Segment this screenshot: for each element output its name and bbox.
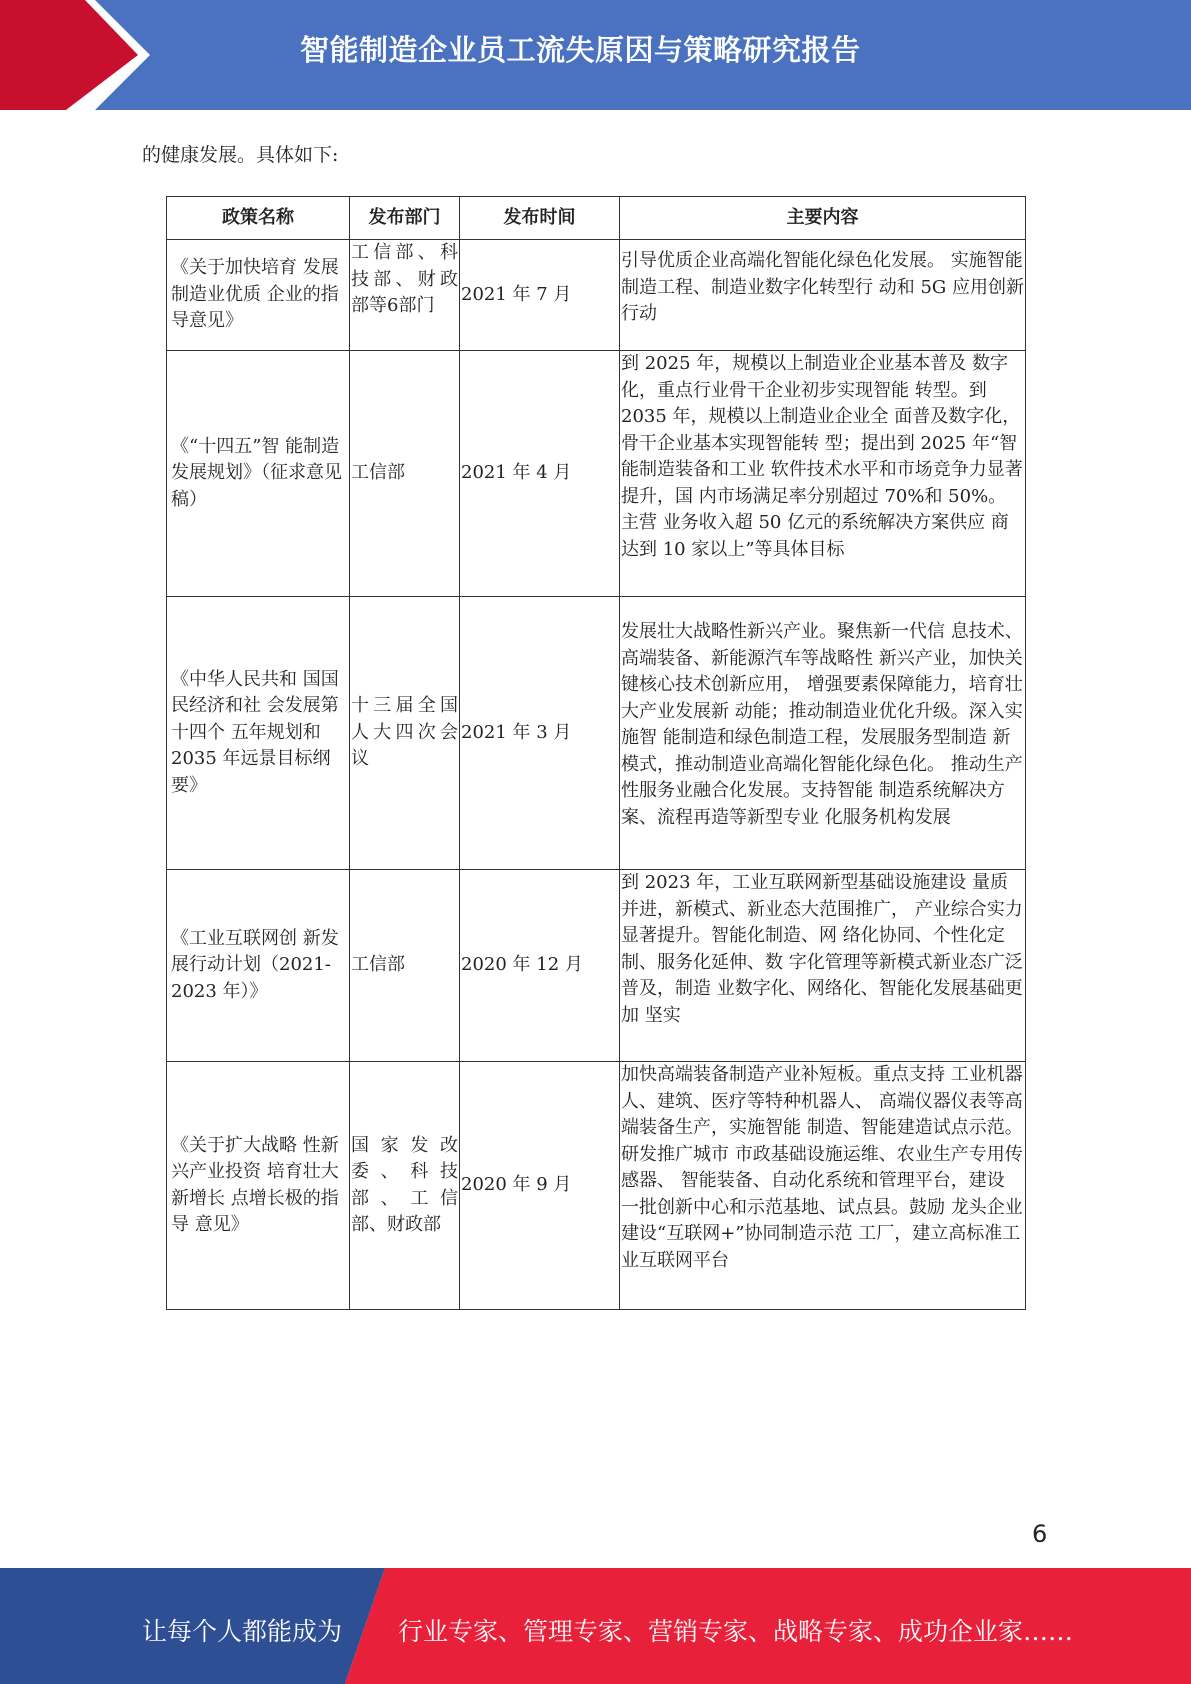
policy-date: 2020 年 9 月 (460, 1062, 620, 1310)
policy-name: 《“十四五”智 能制造发展规划》（征求意见稿） (167, 351, 350, 597)
page-header (0, 0, 1191, 110)
policy-content: 到 2023 年，工业互联网新型基础设施建设 量质并进，新模式、新业态大范围推广， 产业综合实力显著提升。智能化制造、网 络化协同、个性化定制、服务化延伸、数 字化管理等新模式新业态广泛普及，制造 业数字化、网络化、智能化发展基础更加 坚实 (620, 870, 1026, 1062)
policy-department: 国家发改委、科技部、工信部、财政部 (350, 1062, 460, 1310)
policy-date: 2020 年 12 月 (460, 870, 620, 1062)
policy-content: 到 2025 年，规模以上制造业企业基本普及 数字化，重点行业骨干企业初步实现智能 转型。到 2035 年，规模以上制造业企业全 面普及数字化，骨干企业基本实现智能转 型；提出到 2025 年“智能制造装备和工业 软件技术水平和市场竞争力显著提升，国 内市场满足率分别超过 70%和 50%。主营 业务收入超 50 亿元的系统解决方案供应 商达到 10 家以上”等具体目标 (620, 351, 1026, 597)
table-row (167, 870, 1026, 1062)
policy-department: 工信部 (350, 870, 460, 1062)
header-date: 发布时间 (460, 197, 620, 240)
table-row (167, 1062, 1026, 1310)
intro-text: 的健康发展。具体如下: (142, 144, 339, 166)
policy-name: 《关于扩大战略 性新兴产业投资 培育壮大新增长 点增长极的指导 意见》 (167, 1062, 350, 1310)
table-header-row (167, 197, 1026, 240)
policy-table (166, 196, 1026, 1310)
policy-name: 《工业互联网创 新发展行动计划（2021-2023 年）》 (167, 870, 350, 1062)
footer-slogan-left: 让每个人都能成为 (142, 1617, 343, 1646)
table-row (167, 597, 1026, 870)
table-row (167, 351, 1026, 597)
header-title: 智能制造企业员工流失原因与策略研究报告 (300, 33, 861, 67)
policy-content: 引导优质企业高端化智能化绿色化发展。 实施智能制造工程、制造业数字化转型行 动和 5G 应用创新行动 (620, 240, 1026, 351)
header-content: 主要内容 (620, 197, 1026, 240)
policy-date: 2021 年 7 月 (460, 240, 620, 351)
table-row (167, 240, 1026, 351)
footer-slogan-right: 行业专家、管理专家、营销专家、战略专家、成功企业家…… (398, 1617, 1074, 1646)
policy-name: 《关于加快培育 发展制造业优质 企业的指导意见》 (167, 240, 350, 351)
policy-date: 2021 年 3 月 (460, 597, 620, 870)
policy-department: 十三届全国人大四次会议 (350, 597, 460, 870)
policy-department: 工信部 (350, 351, 460, 597)
policy-content: 发展壮大战略性新兴产业。聚焦新一代信 息技术、高端装备、新能源汽车等战略性 新兴产业，加快关键核心技术创新应用， 增强要素保障能力，培育壮大产业发展新 动能；推动制造业优化升级。深入实施智 能制造和绿色制造工程，发展服务型制造 新模式，推动制造业高端化智能化绿色化。 推动生产性服务业融合化发展。支持智能 制造系统解决方案、流程再造等新型专业 化服务机构发展 (620, 597, 1026, 870)
policy-department: 工信部、科技部、财政部等6部门 (350, 240, 460, 351)
page-number: 6 (1032, 1520, 1048, 1548)
policy-content: 加快高端装备制造产业补短板。重点支持 工业机器人、建筑、医疗等特种机器人、 高端仪器仪表等高端装备生产，实施智能 制造、智能建造试点示范。研发推广城市 市政基础设施运维、农业生产专用传感器、 智能装备、自动化系统和管理平台，建设 一批创新中心和示范基地、试点县。鼓励 龙头企业建设“互联网+”协同制造示范 工厂，建立高标准工业互联网平台 (620, 1062, 1026, 1310)
page-footer (0, 1568, 1191, 1684)
header-policy-name: 政策名称 (167, 197, 350, 240)
policy-name: 《中华人民共和 国国民经济和社 会发展第十四个 五年规划和 2035 年远景目标纲要》 (167, 597, 350, 870)
policy-date: 2021 年 4 月 (460, 351, 620, 597)
header-department: 发布部门 (350, 197, 460, 240)
